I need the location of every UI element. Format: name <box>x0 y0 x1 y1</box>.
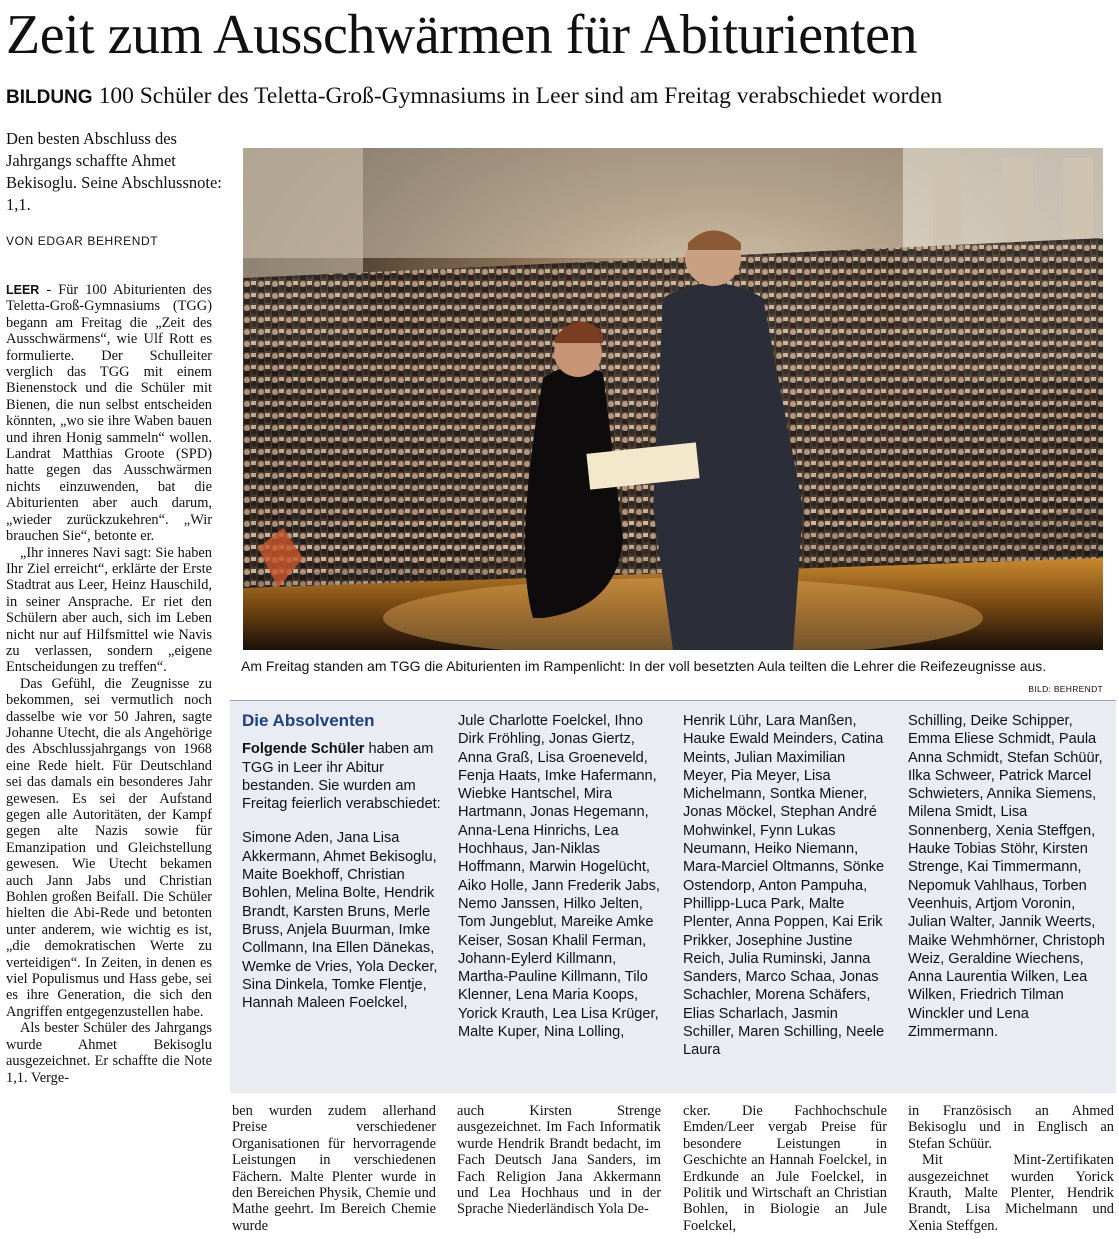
graduates-column-4: Schilling, Deike Schipper, Emma Eliese Schmidt, Paula Anna Schmidt, Stefan Schüür, Ilka Schweer, Patrick Marcel Schwieters, Annika Siemens, Milena Smidt, Lisa Sonnenberg, Xenia Steffgen, Hauke Tobias Stöhr, Kirsten Strenge, Kai Timmermann, Nepomuk Vahlhaus, Torben Veenhuis, Artjom Voronin, Julian Walter, Jannik Weerts, Maike Wehmhörner, Christoph Weiz, Geraldine Wiechens, Anna Laurentia Wilken, Lea Wilken, Friedrich Tilman Winckler und Lena Zimmermann. <box>908 713 1105 1041</box>
graduates-names: Simone Aden, Jana Lisa Akkermann, Ahmet Bekisoglu, Maite Boekhoff, Christian Bohlen, Melina Bolte, Hendrik Brandt, Karsten Bruns, Merle Bruss, Anjela Buurman, Imke Collmann, Ina Ellen Dänekas, Wemke de Vries, Yola Decker, Sina Dinkela, Tomke Flentje, Hannah Maleen Foelckel, <box>242 830 438 1012</box>
section-kicker: BILDUNG <box>6 87 93 108</box>
ceremony-photo-illustration <box>243 148 1103 650</box>
graduates-column-3: Henrik Lühr, Lara Manßen, Hauke Ewald Meinders, Catina Meints, Julian Maximilian Meyer, Pia Meyer, Lisa Michelmann, Sontka Miener, Jonas Möckel, Stephan André Mohwinkel, Fynn Lukas Neumann, Heiko Niemann, Mara-Marciel Oltmanns, Sönke Ostendorp, Anton Pampuha, Phillipp-Luca Park, Malte Plenter, Anna Poppen, Kai Erik Prikker, Josephine Justine Reich, Julia Ruminski, Janna Sanders, Marco Schaa, Jonas Schachler, Morena Schäfers, Elias Scharlach, Jasmin Schiller, Maren Schilling, Neele Laura <box>683 713 885 1059</box>
teaser: Den besten Abschluss des Jahrgangs schaffte Ahmet Bekisoglu. Seine Abschlussnote: 1,1. <box>6 129 222 214</box>
article-column-5 <box>908 1103 1114 1235</box>
graduates-lead <box>242 740 450 813</box>
graduates-lead-bold: Folgende Schüler <box>242 741 365 758</box>
graduates-lead-text: haben am TGG in Leer ihr Abitur bestanden. Sie wurden am Freitag feierlich verabschiedet: <box>242 741 441 813</box>
ceremony-photo <box>243 148 1103 650</box>
graduates-box-title: Die Absolventen <box>242 712 375 730</box>
photo-caption: Am Freitag standen am TGG die Abiturienten im Rampenlicht: In der voll besetzten Aula teilten die Lehrer die Reifezeugnisse aus. <box>241 658 1047 674</box>
graduates-column-2: Jule Charlotte Foelckel, Ihno Dirk Fröhling, Jonas Giertz, Anna Graß, Lisa Groeneveld, Fenja Haats, Imke Hafermann, Wiebke Hantschel, Mira Hartmann, Jonas Hegemann, Anna-Lena Hinrichs, Lea Hochhaus, Jan-Niklas Hoffmann, Marwin Hogelücht, Aiko Holle, Jann Frederik Jabs, Nemo Janssen, Hilko Jelten, Tom Jungeblut, Mareike Amke Keiser, Sosan Khalil Ferman, Johann-Eylerd Killmann, Martha-Pauline Killmann, Tilo Klenner, Lena Maria Koops, Yorick Krauth, Lea Lisa Krüger, Malte Kuper, Nina Lolling, <box>458 713 660 1041</box>
article-paragraph: Das Gefühl, die Zeugnisse zu bekommen, sei vermutlich noch dasselbe wie vor 50 Jahren, sagte Johanne Utecht, die als Angehörige des Abschlussjahrgangs von 1968 eine Rede hielt. Für Deutschland sei das damals ein besonderes Jahr gewesen. Es sei der Aufstand gegen alle Autoritäten, der Kampf gegen alte Nazis sowie für Emanzipation und Gleichstellung gewesen. Wie Utecht bekamen auch Jann Jabs und Christian Bohlen großen Beifall. Die Schüler hielten die Abi-Rede und betonten unter anderem, wie wichtig es ist, „die demokratischen Werte zu verteidigen“. In Zeiten, in denen es viel Populismus und Hass gebe, sei es ihre Generation, die sich den Angriffen entgegenzustellen habe. <box>6 675 212 1020</box>
headline: Zeit zum Ausschwärmen für Abiturienten <box>6 4 917 66</box>
paragraph-text: - Für 100 Abiturienten des Teletta-Groß-Gymnasiums (TGG) begann am Freitag die „Zeit des Ausschwärmens“, wie Ulf Rott es formulierte. Der Schulleiter verglich das TGG mit einem Bienenstock und die Schüler mit Bienen, die nun selbst entscheiden könnten, „wo sie ihre Waben bauen und ihren Honig sammeln“ wollen. Landrat Matthias Groote (SPD) hatte gegen das Ausschwärmen nichts einzuwenden, bat die Abiturienten aber auch darum, „wieder zurückzukehren“. „Wir brauchen Sie“, betonte er. <box>6 282 212 545</box>
article-paragraph: in Französisch an Ahmed Bekisoglu und in Englisch an Stefan Schüür. <box>908 1103 1114 1152</box>
photo-credit: BILD: BEHRENDT <box>1028 684 1103 694</box>
byline: VON EDGAR BEHRENDT <box>6 234 159 248</box>
article-column-1 <box>6 282 212 1234</box>
subheadline-text: 100 Schüler des Teletta-Groß-Gymnasiums in Leer sind am Freitag verabschiedet worden <box>98 83 943 109</box>
article-paragraph: Mit Mint-Zertifikaten ausgezeichnet wurden Yorick Krauth, Malte Plenter, Hendrik Brandt, Lisa Michelmann und Xenia Steffgen. <box>908 1152 1114 1234</box>
article-paragraph <box>6 282 212 545</box>
dateline: LEER <box>6 283 40 297</box>
article-column-3: auch Kirsten Strenge ausgezeichnet. Im Fach Informatik wurde Hendrik Brandt bedacht, im Fach Deutsch Jana Sanders, im Fach Religion Jana Akkermann und Lea Hochhaus und in der Sprache Niederländisch Yola De- <box>457 1103 661 1218</box>
article-paragraph: „Ihr inneres Navi sagt: Sie haben Ihr Ziel erreicht“, erklärte der Erste Stadtrat aus Leer, Heinz Hauschild, in seiner Ansprache. Er riet den Schülern aber auch, sich im Leben nicht nur auf Hilfsmittel wie Navis zu verlassen, sondern „eigene Entscheidungen zu treffen“. <box>6 544 212 676</box>
article-paragraph: Als bester Schüler des Jahrgangs wurde Ahmet Bekisoglu ausgezeichnet. Er schaffte die Note 1,1. Verge- <box>6 1020 212 1086</box>
article-column-2: ben wurden zudem allerhand Preise verschiedener Organisationen für hervorragende Leistungen in verschiedenen Fächern. Malte Plenter wurde in den Bereichen Physik, Chemie und Mathe geehrt. Im Bereich Chemie wurde <box>232 1103 436 1234</box>
article-column-4: cker. Die Fachhochschule Emden/Leer vergab Preise für besondere Leistungen in Geschichte an Hannah Foelckel, in Erdkunde an Jule Foelckel, in Politik und Wirtschaft an Christian Bohlen, in Biologie an Jule Foelckel, <box>683 1103 887 1234</box>
subheadline <box>6 80 1116 112</box>
graduates-column-1 <box>242 712 450 1084</box>
